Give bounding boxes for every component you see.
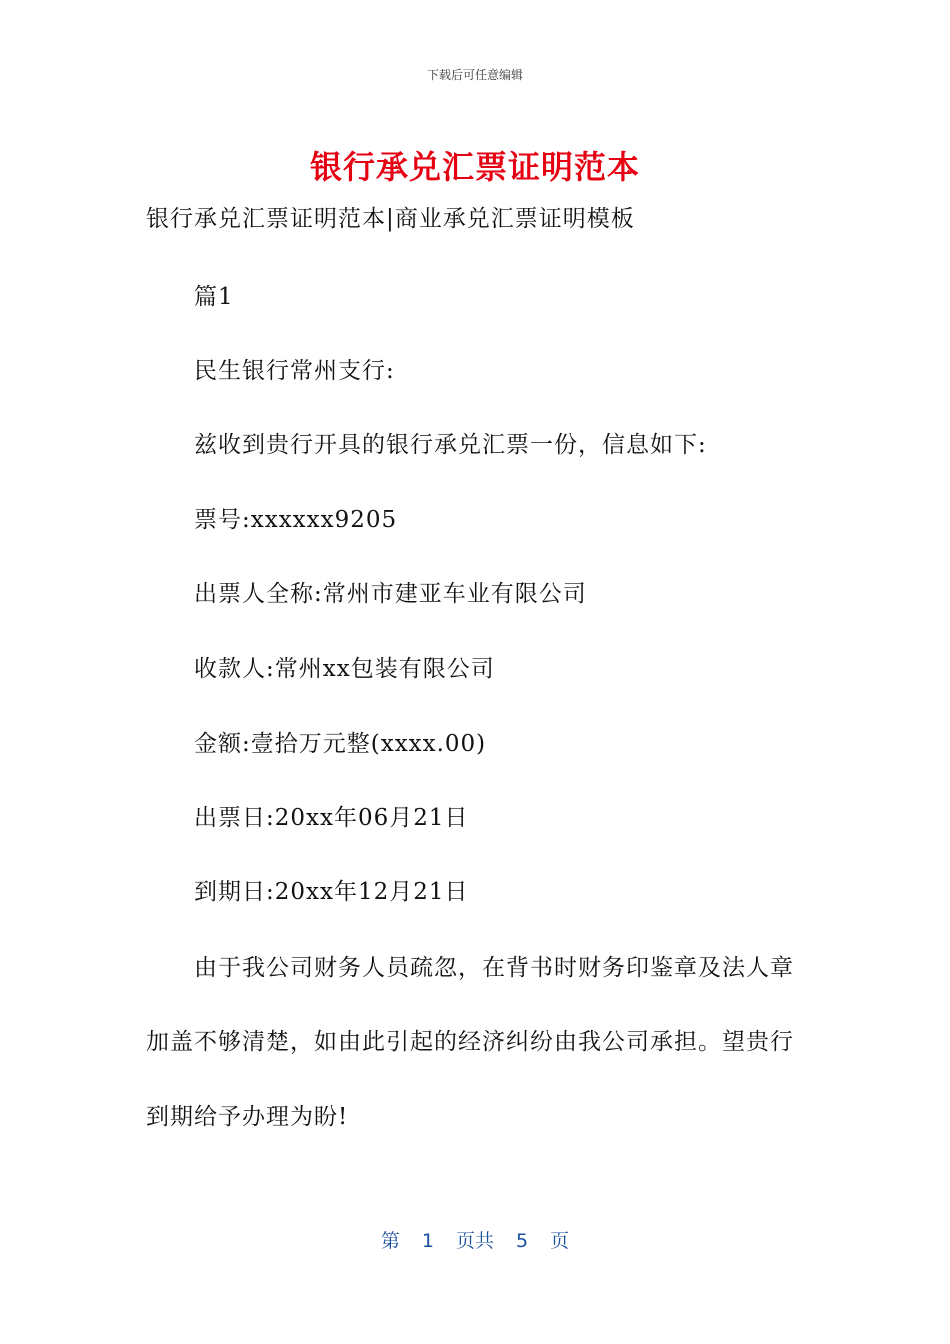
body-line-1: 由于我公司财务人员疏忽，在背书时财务印鉴章及法人章 [194,955,794,981]
field-amount: 金额:壹拾万元整(xxxx.00) [194,731,487,757]
field-payee: 收款人:常州xx包装有限公司 [194,656,495,682]
document-title: 银行承兑汇票证明范本 [309,148,640,186]
subtitle: 银行承兑汇票证明范本|商业承兑汇票证明模板 [146,206,635,232]
page-prefix: 第 [380,1230,400,1252]
field-drawer: 出票人全称:常州市建亚车业有限公司 [194,581,587,607]
body-line-2: 加盖不够清楚，如由此引起的经济纠纷由我公司承担。望贵行 [146,1029,794,1055]
section-heading: 篇1 [194,284,234,310]
field-due-date: 到期日:20xx年12月21日 [194,879,469,905]
field-issue-date: 出票日:20xx年06月21日 [194,805,469,831]
addressee: 民生银行常州支行: [194,358,395,384]
page-suffix: 页 [550,1230,570,1252]
page-footer [0,1226,950,1253]
intro-paragraph: 兹收到贵行开具的银行承兑汇票一份，信息如下: [194,432,707,458]
field-ticket-number: 票号:xxxxxx9205 [194,507,398,533]
header-note: 下载后可任意编辑 [426,68,523,82]
body-line-3: 到期给予办理为盼! [146,1104,349,1130]
page-mid: 页共 [455,1230,494,1252]
page-current: 1 [421,1230,434,1252]
page-total: 5 [516,1230,529,1252]
